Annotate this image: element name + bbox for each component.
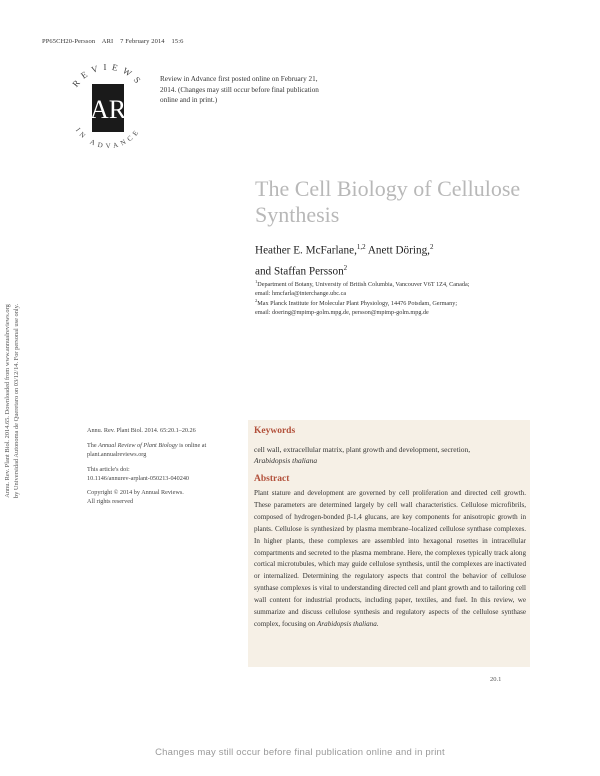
affil-email: email: hmcfarla@interchange.ubc.ca: [255, 290, 347, 298]
rights-text: All rights reserved: [87, 497, 134, 505]
online-prefix: The: [87, 442, 99, 449]
copyright-block: [87, 489, 242, 506]
journal-name: Annual Review of Plant Biology: [98, 442, 178, 449]
keywords-heading: Keywords: [254, 426, 296, 436]
copyright-text: Copyright © 2014 by Annual Reviews.: [87, 489, 184, 496]
abstract-heading: Abstract: [254, 474, 290, 484]
doi-value: 10.1146/annurev-arplant-050213-040240: [87, 474, 190, 482]
abstract-body: [254, 488, 526, 631]
keywords-text: cell wall, extracellular matrix, plant growth and development, secretion,: [254, 445, 471, 454]
article-title: [255, 176, 555, 228]
logo-top-text: REVIEWS: [70, 61, 146, 89]
download-notice: [3, 271, 21, 531]
abstract-italic: Arabidopsis thaliana: [317, 619, 377, 628]
affiliation-1: [255, 277, 555, 298]
running-head: PP65CH20-Persson ARI 7 February 2014 15:6: [42, 38, 184, 45]
online-notice: [87, 442, 242, 459]
author-list: [255, 239, 555, 280]
affil-sup: 2: [255, 298, 258, 303]
author-sup: 1,2: [356, 243, 366, 251]
abstract-text: Plant stature and development are governed by cell proliferation and directed cell growth. These parameters are determined largely by cell wall characteristics. Cellulose microfibrils, composed of hydrogen-bonded β-1,4 glucans, are key components for anisotropic growth in plants. Cellulose is synthesized by plasma membrane–localized cellulose synthase complexes. In higher plants, these complexes are assembled into hexagonal rosettes in intracellular compartments and secreted to the plasma membrane. Here, the complexes typically track along cortical microtubules, which may guide cellulose synthesis, until the complexes are inactivated or internalized. Determining the regulatory aspects that control the behavior of cellulose synthase complexes is vital to understanding directed cell and plant growth and to tailoring cell wall content for industrial products, including paper, textiles, and fuel. In this review, we summarize and discuss cellulose synthesis and regulatory aspects of the cellulose synthase complex, focusing on: [254, 489, 526, 628]
affiliation-2: [255, 296, 555, 317]
download-notice-line1: Annu. Rev. Plant Biol. 2014.65. Downloaded from www.annualreviews.org: [4, 304, 11, 498]
doi-label: This article's doi:: [87, 466, 130, 473]
footer-notice: Changes may still occur before final publication online and in print: [155, 747, 445, 758]
author-sup: 2: [343, 263, 348, 272]
author-mcfarlane: Heather E. McFarlane,: [255, 244, 357, 257]
author-persson: and Staffan Persson: [255, 265, 344, 278]
affil-text: Max Planck Institute for Molecular Plant Physiology, 14476 Potsdam, Germany;: [257, 300, 458, 308]
online-suffix: is online at plant.annualreviews.org: [87, 442, 207, 458]
author-doring: Anett Döring,: [365, 244, 430, 257]
review-in-advance-note: Review in Advance first posted online on February 21, 2014. (Changes may still occur before final publication online and in print.): [160, 75, 319, 104]
logo-letters: AR: [89, 95, 127, 124]
affil-sup: 1: [255, 279, 258, 284]
title-line-1: The Cell Biology of Cellulose: [255, 176, 521, 201]
download-notice-line2: by Universidad Autonoma de Queretaro on 03/12/14. For personal use only.: [13, 303, 20, 499]
abstract-period: .: [376, 619, 379, 628]
affil-email: email: doering@mpimp-golm.mpg.de, persson@mpimp-golm.mpg.de: [255, 309, 429, 317]
doi-block: [87, 466, 242, 483]
author-sup: 2: [429, 243, 434, 251]
citation: Annu. Rev. Plant Biol. 2014. 65:20.1–20.26: [87, 427, 196, 434]
keywords-italic: Arabidopsis thaliana: [254, 456, 318, 465]
logo-bottom-text: IN ADVANCE: [73, 126, 143, 151]
keywords-list: [254, 444, 526, 466]
reviews-in-advance-logo: [58, 48, 158, 158]
affil-text: Department of Botany, University of British Columbia, Vancouver V6T 1Z4, Canada;: [257, 281, 470, 289]
title-line-2: Synthesis: [255, 202, 340, 227]
page-number: 20.1: [490, 676, 502, 683]
